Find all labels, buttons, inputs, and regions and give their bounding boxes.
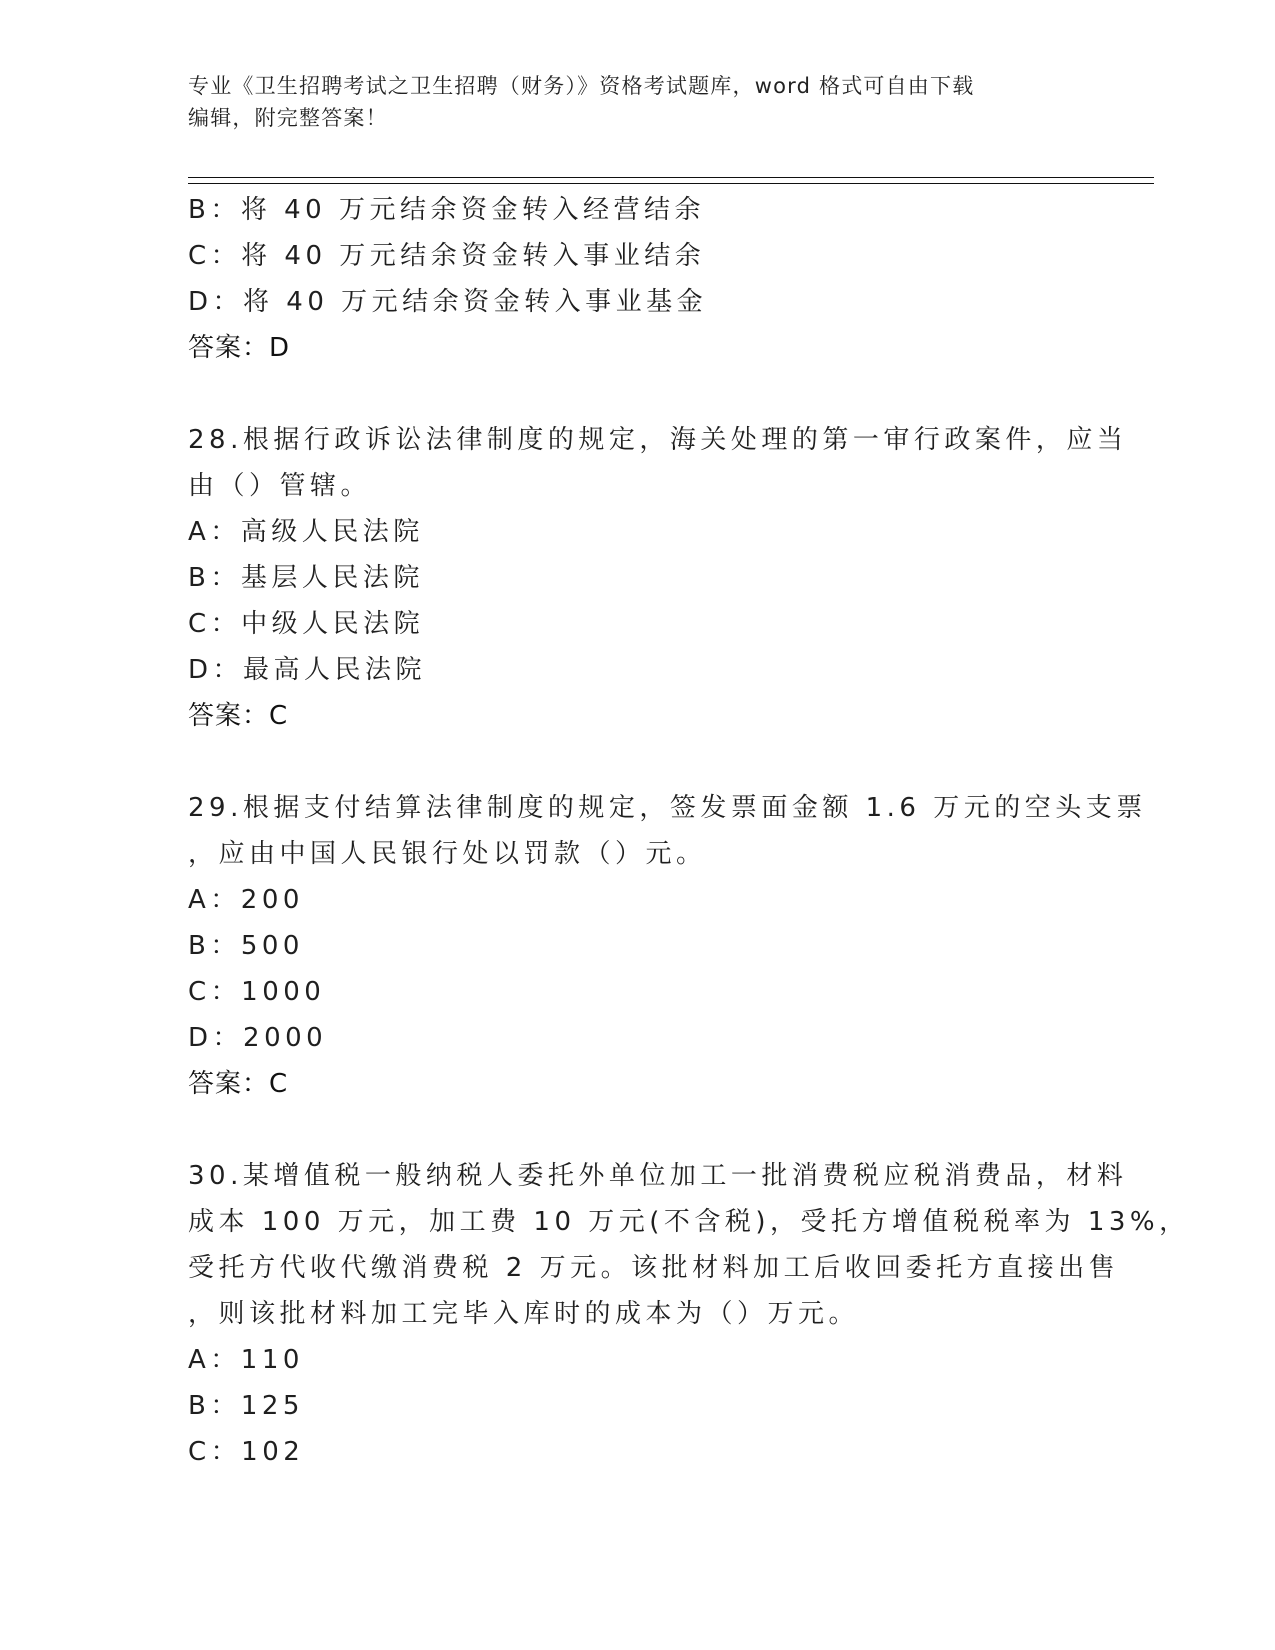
option-c: C：1000	[188, 977, 326, 1007]
option-d: D：将 40 万元结余资金转入事业基金	[188, 287, 708, 317]
option-d: D：2000	[188, 1023, 328, 1053]
option-b: B：500	[188, 931, 304, 961]
question-stem-line: 30.某增值税一般纳税人委托外单位加工一批消费税应税消费品，材料	[188, 1161, 1128, 1191]
question-stem-line: ，则该批材料加工完毕入库时的成本为（）万元。	[188, 1299, 860, 1329]
header-divider	[188, 177, 1154, 184]
question-stem-line: 受托方代收代缴消费税 2 万元。该批材料加工后收回委托方直接出售	[188, 1253, 1120, 1283]
option-b: B：将 40 万元结余资金转入经营结余	[188, 195, 705, 225]
question-stem-line: 28.根据行政诉讼法律制度的规定，海关处理的第一审行政案件，应当	[188, 425, 1128, 455]
header-title-line-1: 专业《卫生招聘考试之卫生招聘（财务）》资格考试题库，word 格式可自由下载	[188, 74, 975, 98]
question-28	[188, 417, 1128, 739]
question-stem-line: 29.根据支付结算法律制度的规定，签发票面金额 1.6 万元的空头支票	[188, 793, 1147, 823]
option-b: B：125	[188, 1391, 304, 1421]
option-a: A：高级人民法院	[188, 517, 424, 547]
answer: 答案：C	[188, 1069, 289, 1099]
document-body	[188, 187, 1190, 1475]
option-c: C：将 40 万元结余资金转入事业结余	[188, 241, 706, 271]
header-title-line-2: 编辑，附完整答案！	[188, 106, 388, 130]
option-b: B：基层人民法院	[188, 563, 424, 593]
question-30	[188, 1153, 1190, 1475]
answer: 答案：C	[188, 701, 289, 731]
previous-question-tail	[188, 187, 1088, 371]
option-d: D：最高人民法院	[188, 655, 427, 685]
option-a: A：200	[188, 885, 304, 915]
option-a: A：110	[188, 1345, 304, 1375]
answer: 答案：D	[188, 333, 291, 363]
option-c: C：102	[188, 1437, 305, 1467]
question-29	[188, 785, 1147, 1107]
question-stem-line: 成本 100 万元，加工费 10 万元(不含税)，受托方增值税税率为 13%，	[188, 1207, 1190, 1237]
question-stem-line: ，应由中国人民银行处以罚款（）元。	[188, 839, 707, 869]
option-c: C：中级人民法院	[188, 609, 425, 639]
page-header	[188, 70, 1068, 134]
question-stem-line: 由（）管辖。	[188, 471, 372, 501]
